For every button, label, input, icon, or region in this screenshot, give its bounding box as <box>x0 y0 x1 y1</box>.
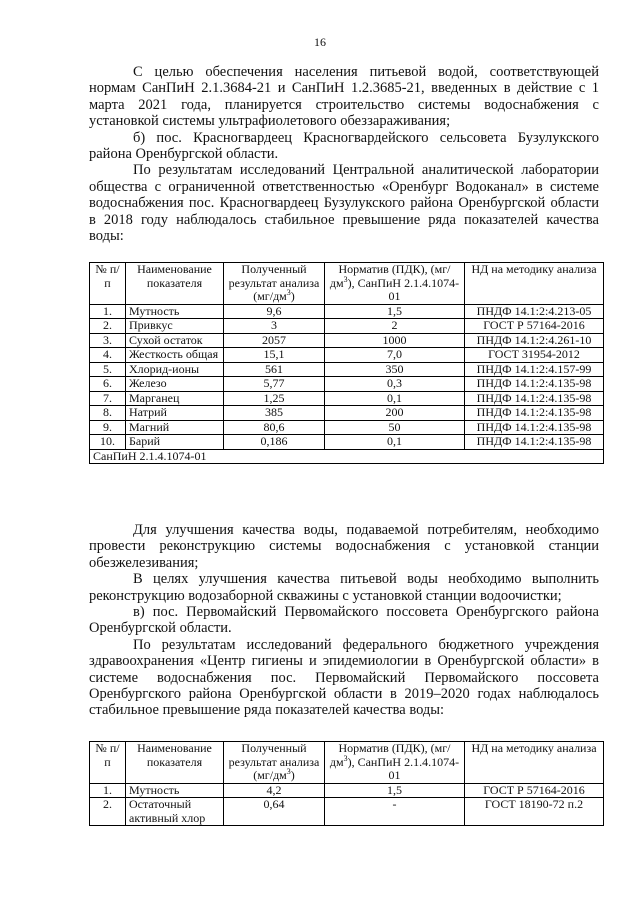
table-row <box>90 406 604 421</box>
header-num: № п/п <box>90 263 126 305</box>
section-b-text: По результатам исследований Центральной аналитической лаборатории общества с ограниченной ответственностью «Оренбург Водоканал» в системе водоснабжения пос. Красногвардеец Бузулукского района Оренбургской области в 2018 году наблюдалось стабильное превышение ряда показателей качества воды: <box>89 162 599 245</box>
cell-name: Мутность <box>126 304 224 319</box>
table-row <box>90 377 604 392</box>
water-quality-table-2 <box>89 741 604 826</box>
header-result: Полученный результат анализа $(мг/дм^3)$ <box>224 263 325 305</box>
cell-norm: 7,0 <box>325 348 465 363</box>
cell-num: 3. <box>90 333 126 348</box>
cell-nd: ГОСТ 31954-2012 <box>465 348 604 363</box>
cell-name: Железо <box>126 377 224 392</box>
cell-nd: ПНДФ 14.1:2:4.261-10 <box>465 333 604 348</box>
cell-nd: ПНДФ 14.1:2:4.135-98 <box>465 420 604 435</box>
cell-nd: ГОСТ Р 57164-2016 <box>465 319 604 334</box>
cell-norm: 1000 <box>325 333 465 348</box>
section-v-text: По результатам исследований федерального бюджетного учреждения здравоохранения «Центр гигиены и эпидемиологии в Оренбургской области» в системе водоснабжения пос. Первомайский Первомайского поссовета Оренбургского района Оренбургской области в 2019–2020 годах наблюдалось стабильное превышение ряда показателей качества воды: <box>89 636 599 719</box>
text-block-1 <box>89 64 599 244</box>
section-b-heading: б) пос. Красногвардеец Красногвардейского сельсовета Бузулукского района Оренбургской области. <box>89 129 599 163</box>
cell-result: 80,6 <box>224 420 325 435</box>
cell-name: Барий <box>126 435 224 450</box>
table-row <box>90 348 604 363</box>
table-row <box>90 783 604 798</box>
cell-name: Магний <box>126 420 224 435</box>
cell-norm: 0,1 <box>325 391 465 406</box>
table-row <box>90 362 604 377</box>
header-nd: НД на методику анализа <box>465 263 604 305</box>
cell-num: 5. <box>90 362 126 377</box>
cell-norm: 50 <box>325 420 465 435</box>
cell-num: 2. <box>90 319 126 334</box>
cell-result: 3 <box>224 319 325 334</box>
cell-result: 9,6 <box>224 304 325 319</box>
header-norm: Норматив (ПДК), $(мг/дм^3)$, СанПиН 2.1.4.1074-01 <box>325 263 465 305</box>
table-1-body <box>90 304 604 449</box>
cell-norm: 350 <box>325 362 465 377</box>
cell-norm: - <box>325 798 465 826</box>
intro-paragraph: С целью обеспечения населения питьевой водой, соответствующей нормам СанПиН 2.1.3684-21 и СанПиН 1.2.3685-21, введенных в действие с 1 марта 2021 года, планируется строительство системы водоснабжения с установкой системы ультрафиолетового обеззараживания; <box>89 64 599 130</box>
cell-num: 1. <box>90 783 126 798</box>
header-num: № п/п <box>90 742 126 784</box>
table-row <box>90 391 604 406</box>
cell-nd: ПНДФ 14.1:2:4.135-98 <box>465 435 604 450</box>
cell-num: 8. <box>90 406 126 421</box>
cell-name: Хлорид-ионы <box>126 362 224 377</box>
cell-result: 0,64 <box>224 798 325 826</box>
cell-nd: ПНДФ 14.1:2:4.157-99 <box>465 362 604 377</box>
cell-norm: 2 <box>325 319 465 334</box>
table-row <box>90 435 604 450</box>
cell-name: Марганец <box>126 391 224 406</box>
cell-nd: ПНДФ 14.1:2:4.135-98 <box>465 391 604 406</box>
cell-num: 7. <box>90 391 126 406</box>
cell-norm: 0,1 <box>325 435 465 450</box>
cell-num: 1. <box>90 304 126 319</box>
cell-result: 1,25 <box>224 391 325 406</box>
cell-num: 2. <box>90 798 126 826</box>
table-row <box>90 319 604 334</box>
table-row <box>90 304 604 319</box>
cell-norm: 0,3 <box>325 377 465 392</box>
table-2-header-row <box>90 742 604 784</box>
cell-name: Жесткость общая <box>126 348 224 363</box>
header-nd: НД на методику анализа <box>465 742 604 784</box>
cell-result: 15,1 <box>224 348 325 363</box>
table-row <box>90 420 604 435</box>
header-name: Наименование показателя <box>126 742 224 784</box>
cell-result: 2057 <box>224 333 325 348</box>
cell-norm: 1,5 <box>325 783 465 798</box>
cell-nd: ПНДФ 14.1:2:4.213-05 <box>465 304 604 319</box>
cell-norm: 1,5 <box>325 304 465 319</box>
header-result: Полученный результат анализа $(мг/дм^3)$ <box>224 742 325 784</box>
cell-result: 385 <box>224 406 325 421</box>
table-2-body <box>90 783 604 826</box>
cell-num: 9. <box>90 420 126 435</box>
cell-norm: 200 <box>325 406 465 421</box>
table-1-footer: СанПиН 2.1.4.1074-01 <box>90 449 604 464</box>
cell-nd: ПНДФ 14.1:2:4.135-98 <box>465 377 604 392</box>
para-improve-2: В целях улучшения качества питьевой воды необходимо выполнить реконструкцию водозаборной скважины с установкой станции водоочистки; <box>89 571 599 604</box>
cell-nd: ГОСТ 18190-72 п.2 <box>465 798 604 826</box>
table-1-header-row <box>90 263 604 305</box>
cell-result: 0,186 <box>224 435 325 450</box>
header-norm: Норматив (ПДК), $(мг/дм^3)$, СанПиН 2.1.4.1074-01 <box>325 742 465 784</box>
cell-result: 561 <box>224 362 325 377</box>
water-quality-table-1 <box>89 262 604 464</box>
cell-nd: ГОСТ Р 57164-2016 <box>465 783 604 798</box>
cell-result: 4,2 <box>224 783 325 798</box>
table-row <box>90 333 604 348</box>
cell-num: 4. <box>90 348 126 363</box>
cell-name: Сухой остаток <box>126 333 224 348</box>
cell-name: Привкус <box>126 319 224 334</box>
text-block-2 <box>89 522 599 719</box>
cell-name: Мутность <box>126 783 224 798</box>
para-improve-1: Для улучшения качества воды, подаваемой потребителям, необходимо провести реконструкцию системы водоснабжения с установкой станции обезжелезивания; <box>89 522 599 571</box>
cell-nd: ПНДФ 14.1:2:4.135-98 <box>465 406 604 421</box>
header-name: Наименование показателя <box>126 263 224 305</box>
cell-num: 10. <box>90 435 126 450</box>
cell-name: Натрий <box>126 406 224 421</box>
table-row <box>90 798 604 826</box>
cell-num: 6. <box>90 377 126 392</box>
section-v-heading: в) пос. Первомайский Первомайского поссовета Оренбургского района Оренбургской области. <box>89 604 599 637</box>
table-1-footer-row <box>90 449 604 464</box>
cell-name: Остаточный активный хлор <box>126 798 224 826</box>
page-number: 16 <box>314 35 326 49</box>
cell-result: 5,77 <box>224 377 325 392</box>
